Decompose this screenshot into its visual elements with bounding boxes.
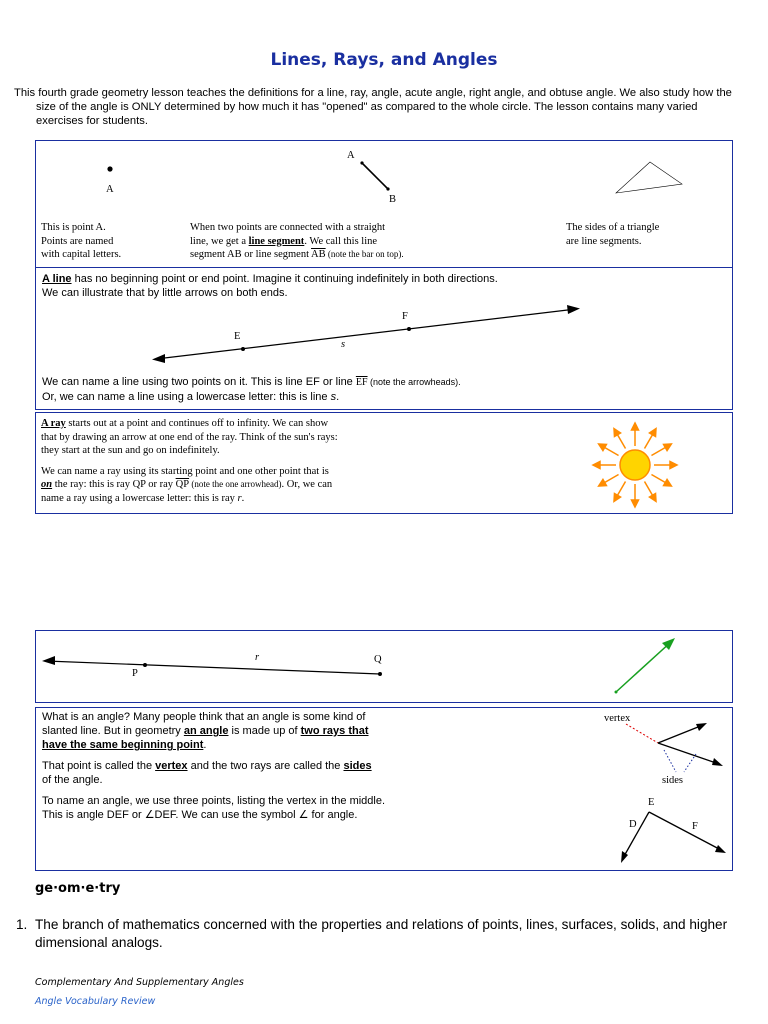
definition-text: The branch of mathematics concerned with the properties and relations of points, lines, surfaces, solids, and higher dimensional analogs.: [35, 917, 728, 950]
ray-def-text-6b: .: [241, 492, 245, 504]
triangle-caption: [566, 221, 659, 248]
line-naming-period: .: [336, 391, 340, 403]
line-ef: [156, 309, 576, 359]
line-naming: [42, 375, 722, 404]
ray-def-text-5b: . Or, we can: [281, 479, 333, 490]
sun-ray-arrowhead: [614, 494, 621, 502]
line-label-s: s: [341, 339, 346, 350]
angle-side-2: [658, 743, 719, 764]
vertex-pointer: [626, 724, 658, 743]
complementary-angles-link[interactable]: Complementary And Supplementary Angles: [35, 977, 244, 988]
angle-label-d: D: [629, 819, 637, 830]
angle-box: [35, 707, 733, 871]
angle-def-text-2b: is made up of: [228, 725, 301, 737]
line-label-e: E: [234, 331, 241, 342]
ray-label-q: Q: [374, 654, 382, 665]
point-caption-line-2: Points are named: [41, 235, 114, 247]
sun-ray-arrowhead: [649, 494, 656, 502]
sun-ray-arrowhead: [664, 479, 672, 486]
line-arrow-left: [152, 354, 165, 363]
ray-label-r: r: [255, 652, 260, 663]
line-point-f: [407, 327, 411, 331]
line-point-e: [241, 347, 245, 351]
angle-def-line-5: of the angle.: [42, 774, 103, 786]
ray-def-line-4: We can name a ray using its starting point and one other point that is: [41, 465, 329, 477]
point-segment-box: [35, 140, 733, 268]
sun-ray-arrowhead: [670, 462, 677, 469]
sun-ray-arrowhead: [649, 429, 656, 437]
vertex-label: vertex: [604, 713, 631, 724]
sides-label: sides: [662, 775, 683, 786]
definition-word: ge·om·e·try: [35, 881, 121, 896]
ray-label-p: P: [132, 668, 138, 679]
angle-vocabulary-link[interactable]: Angle Vocabulary Review: [35, 996, 156, 1007]
point-a-label: A: [106, 184, 114, 195]
ray-ef: [649, 812, 721, 850]
sides-pointer-1: [664, 750, 676, 772]
angle-label-e: E: [648, 797, 655, 808]
segment-caption-line-2: [190, 235, 490, 249]
line-naming-line-2: [42, 390, 722, 404]
ray-point-p: [143, 663, 147, 667]
page-title: Lines, Rays, and Angles: [270, 50, 498, 70]
ray-qp-symbol: $\overline{QP}$: [175, 479, 190, 490]
triangle-shape: [616, 162, 682, 193]
ray-on-word: on: [41, 479, 53, 490]
segment-ab-bar: $\overline{AB}$: [311, 249, 326, 260]
ray-note: (note the one arrowhead): [189, 479, 282, 489]
intro-paragraph: [14, 86, 734, 128]
ray-def-text-6a: name a ray using a lowercase letter: this is ray: [41, 492, 238, 504]
ray-def-text-5a: the ray: this is ray QP or ray: [52, 479, 176, 490]
line-naming-note: (note the arrowheads).: [367, 377, 461, 387]
point-a-dot: [107, 166, 112, 171]
point-caption-line-3: with capital letters.: [41, 249, 122, 260]
angle-term: an angle: [183, 725, 229, 737]
sun-ray-arrowhead: [632, 423, 639, 430]
segment-label-a: A: [347, 150, 355, 161]
ray-def-line-2: that by drawing an arrow at one end of the ray. Think of the sun's rays:: [41, 431, 338, 443]
triangle-caption-line-2: are line segments.: [566, 235, 642, 247]
line-naming-line-1: [42, 375, 722, 390]
segment-caption-line-3: [190, 248, 490, 262]
segment-point-a: [360, 161, 363, 164]
sun-icon: [36, 413, 734, 515]
angle-figure: [36, 708, 734, 872]
segment-caption: [190, 221, 490, 262]
sun-ray-arrowhead: [614, 429, 621, 437]
definition-list: [16, 916, 736, 952]
angle-def-text-2a: slanted line. But in geometry: [42, 725, 184, 737]
ray-letter-r: r: [237, 492, 242, 504]
line-ef-symbol: $\overline{EF}$: [355, 377, 368, 388]
sun-ray-arrowhead: [664, 444, 672, 451]
sun-ray-arrowhead: [599, 479, 607, 486]
sun-ray-arrowhead: [599, 444, 607, 451]
sides-term: sides: [343, 760, 372, 772]
sides-pointer-2: [684, 754, 696, 772]
sun-ray-arrowhead: [593, 462, 600, 469]
vertex-term: vertex: [155, 760, 188, 772]
ray-qp: [46, 661, 380, 674]
sun-ray-arrowhead: [632, 500, 639, 507]
angle-def-line-6: To name an angle, we use three points, listing the vertex in the middle.: [42, 795, 386, 807]
segment-note: (note the bar on top).: [325, 249, 404, 259]
segment-text-3a: segment AB or line segment: [190, 249, 312, 260]
angle-side-1: [658, 725, 703, 743]
angle-def-text-4b: and the two rays are called the: [187, 760, 344, 772]
line-naming-text-1: We can name a line using two points on it. This is line EF or line: [42, 376, 356, 388]
definition-number: 1.: [16, 917, 28, 932]
two-rays-term-1: two rays that: [300, 725, 369, 737]
line-name-letter: s: [330, 391, 337, 403]
angle-def-line-7: This is angle DEF or ∠DEF. We can use the symbol ∠ for angle.: [42, 809, 358, 821]
line-naming-text-2: Or, we can name a line using a lowercase letter: this is line: [42, 391, 331, 403]
ray-figure-box: [35, 630, 733, 703]
line-arrow-right: [567, 305, 580, 314]
angle-def-text-4a: That point is called the: [42, 760, 156, 772]
segment-text-2b: . We call this line: [304, 235, 378, 247]
ray-def-text-1: starts out at a point and continues off to infinity. We can show: [65, 418, 329, 429]
ray-point-q: [378, 672, 382, 676]
green-ray: [616, 641, 672, 692]
line-segment-term: line segment: [248, 235, 305, 247]
ray-box: [35, 412, 733, 514]
ray-qp-figure: [36, 631, 734, 704]
ray-arrowhead: [42, 656, 55, 665]
ray-term: A ray: [41, 418, 66, 429]
angle-label-f: F: [692, 821, 698, 832]
two-rays-term-2: have the same beginning point: [42, 739, 204, 751]
ray-def-line-3: they start at the sun and go on indefinitely.: [41, 445, 220, 456]
angle-def-line-1: What is an angle? Many people think that an angle is some kind of: [42, 711, 366, 723]
line-box: [35, 268, 733, 410]
point-caption-line-1: This is point A.: [41, 222, 106, 233]
intro-text: This fourth grade geometry lesson teaches the definitions for a line, ray, angle, acute angle, right angle, and obtuse angle. We also study how the size of the angle is ONLY determined by how much it has "opened" as compared to the whole circle. The lesson contains many varied exercises for students.: [14, 87, 732, 127]
line-label-f: F: [402, 311, 408, 322]
angle-def-period: .: [203, 739, 207, 751]
segment-text-2a: line, we get a: [190, 235, 249, 247]
segment-point-b: [386, 187, 389, 190]
green-ray-start: [615, 691, 618, 694]
line-def-text-1: has no beginning point or end point. Imagine it continuing indefinitely in both directions.: [71, 273, 498, 285]
segment-ab: [362, 163, 388, 189]
line-term: A line: [42, 273, 72, 285]
segment-label-b: B: [389, 194, 397, 205]
line-def-line-2: We can illustrate that by little arrows on both ends.: [42, 287, 288, 299]
point-caption: [41, 221, 121, 262]
segment-caption-line-1: When two points are connected with a straight: [190, 222, 386, 233]
triangle-caption-line-1: The sides of a triangle: [566, 222, 660, 233]
